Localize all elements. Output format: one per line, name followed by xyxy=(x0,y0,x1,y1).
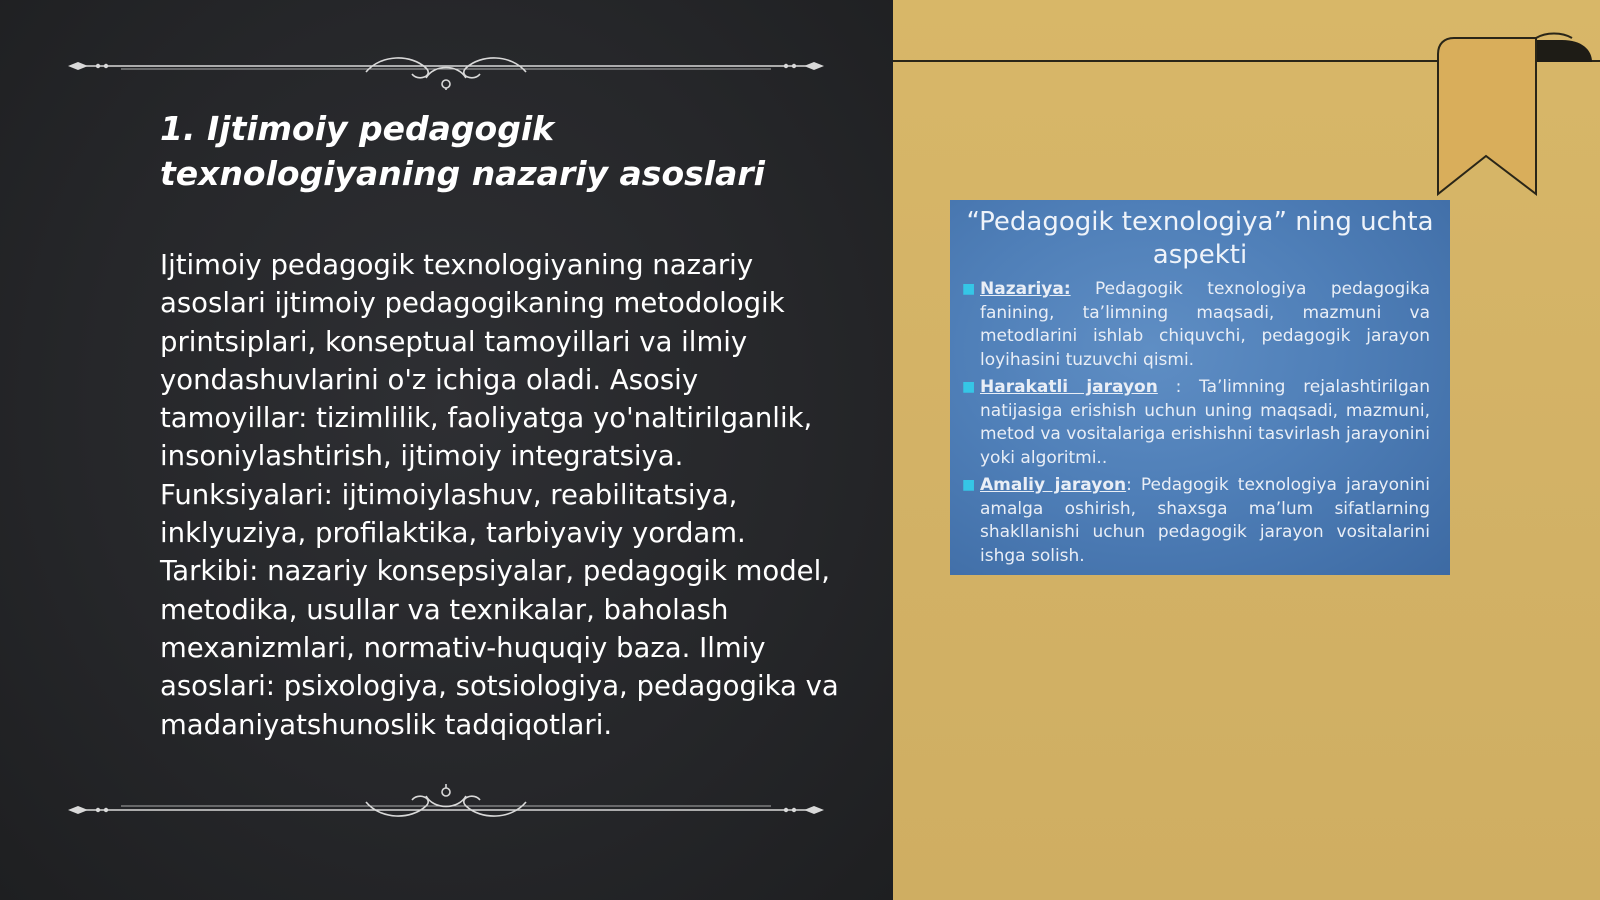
bullet-icon: ■ xyxy=(962,379,976,395)
list-item xyxy=(962,474,1430,568)
aspect-description: Pedagogik texnologiya pedagogika fanining, ta’limning maqsadi, mazmuni va metodlarini ishlab chiquvchi, pedagogik jarayon loyihasini tuzuvchi qismi. xyxy=(980,279,1430,370)
card-title: “Pedagogik texnologiya” ning uchta aspekti xyxy=(966,207,1434,270)
aspect-description: : Pedagogik texnologiya jarayonini amalga oshirish, shaxsga ma’lum sifatlarning shakllanishi uchun pedagogik jarayon vositalarini ishga solish. xyxy=(980,475,1430,566)
aspect-description: : Ta’limning rejalashtirilgan natijasiga erishish uchun uning maqsadi, mazmuni, metod va vositalariga erishishni tasvirlash jarayonini yoki algoritmi.. xyxy=(980,377,1430,468)
bullet-icon: ■ xyxy=(962,281,976,297)
ornament-bottom-divider-icon xyxy=(66,784,826,830)
list-item xyxy=(962,278,1430,372)
aspects-card xyxy=(950,200,1450,575)
list-item xyxy=(962,376,1430,470)
slide-title: 1. Ijtimoiy pedagogik texnologiyaning nazariy asoslari xyxy=(160,109,765,193)
aspect-term: Amaliy jarayon xyxy=(980,475,1127,495)
aspect-term: Harakatli jarayon xyxy=(980,377,1158,397)
slide-body-text: Ijtimoiy pedagogik texnologiyaning nazariy asoslari ijtimoiy pedagogikaning metodologik printsiplari, konseptual tamoyillari va ilmiy yondashuvlarini o'z ichiga oladi. Asosiy tamoyillar: tizimlilik, faoliyatga yo'naltirilganlik, insoniylashtirish, ijtimoiy integratsiya. Funksiyalari: ijtimoiylashuv, reabilitatsiya, inklyuziya, profilaktika, tarbiyaviy yordam. Tarkibi: nazariy konsepsiyalar, pedagogik model, metodika, usullar va texnikalar, baholash mexanizmlari, normativ-huquqiy baza. Ilmiy asoslari: psixologiya, sotsiologiya, pedagogika va madaniyatshunoslik tadqiqotlari. xyxy=(160,249,839,741)
ornament-top-divider-icon xyxy=(66,44,826,90)
aspect-term: Nazariya: xyxy=(980,279,1071,299)
bookmark-ribbon-icon xyxy=(1432,30,1600,200)
bullet-icon: ■ xyxy=(962,477,976,493)
aspects-list xyxy=(962,278,1430,568)
